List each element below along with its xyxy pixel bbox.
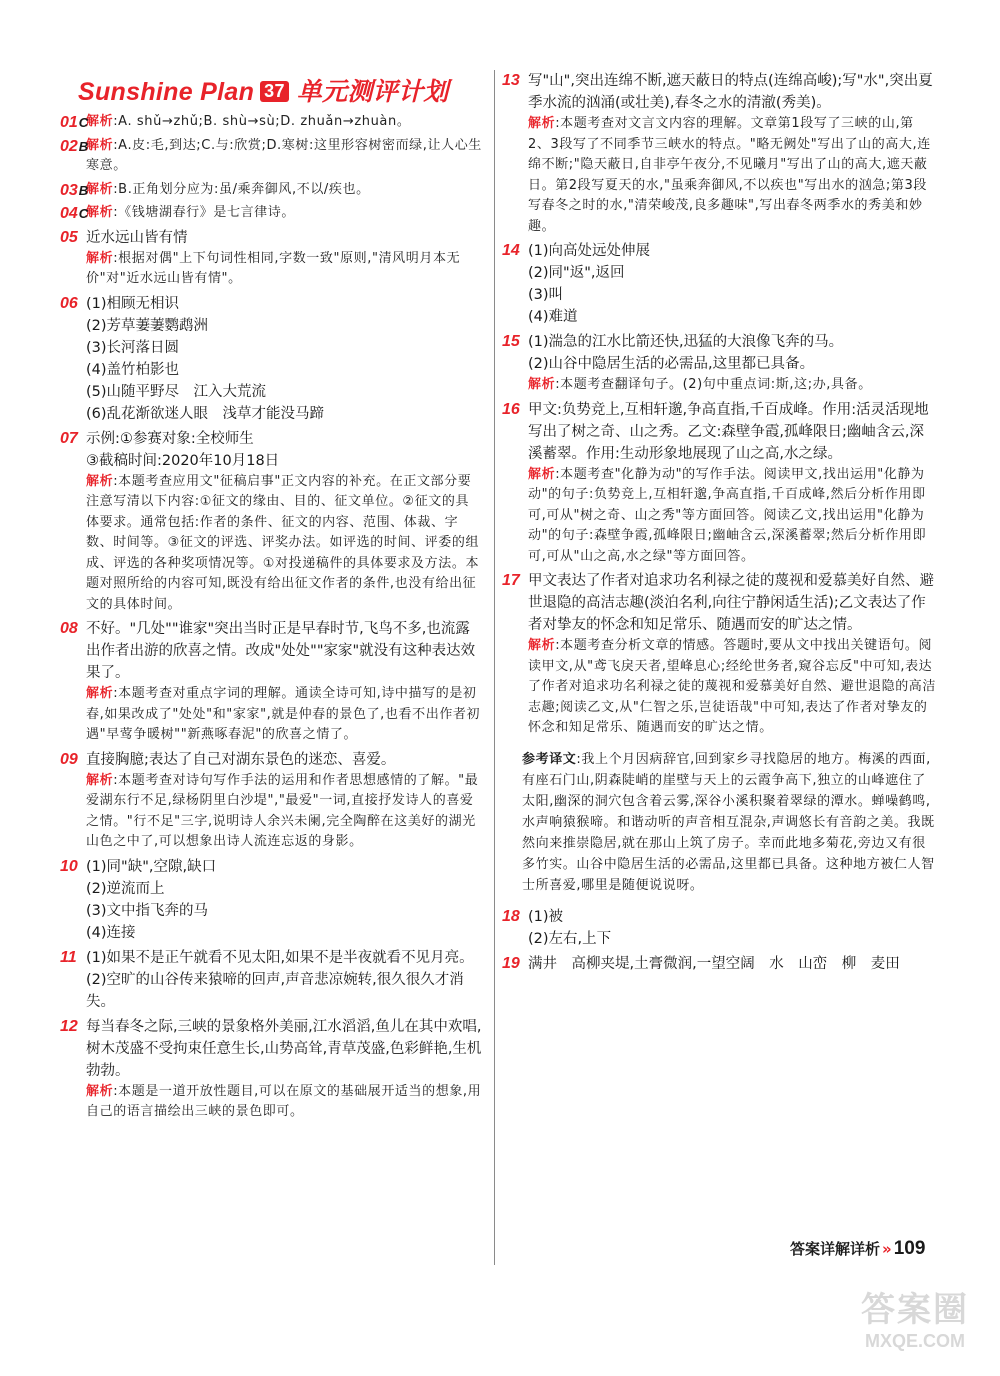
explanation-text: :本题考查应用文"征稿启事"正文内容的补充。在正文部分要注意写清以下内容:①征文的缘由、目的、征文单位。②征文的具体要求。通常包括:作者的条件、征文的内容、范围、体裁、字数、时间等。③征文的评选、评奖办法。如评选的时间、评委的组成、评选的各种奖项情况等。①对投递稿件的具体要求及方法。本题对照所给的内容可知,既没有给出征文作者的条件,也没有给出征文的具体时间。 [86, 473, 480, 612]
explanation-label: 解析 [528, 377, 556, 392]
choice-answer: B [78, 138, 89, 154]
explanation-label: 解析 [86, 137, 114, 153]
question-number [502, 399, 520, 421]
answer-line: (3)叫 [528, 287, 564, 303]
question-number [60, 856, 78, 878]
explanation-text: :A. shǔ→zhǔ;B. shù→sù;D. zhuǎn→zhuàn。 [113, 114, 411, 129]
question-number-text: 08 [60, 620, 78, 637]
answer-item [502, 570, 937, 739]
question-number-text: 12 [60, 1017, 78, 1035]
choice-answer: C [78, 115, 89, 130]
answer-line: (1)被 [528, 908, 564, 925]
explanation [86, 112, 482, 133]
answer-line: ③截稿时间:2020年10月18日 [86, 452, 280, 469]
explanation [86, 180, 482, 201]
answer-line: (6)乱花渐欲迷人眼 浅草才能没马蹄 [86, 405, 325, 422]
answer-item [60, 227, 482, 290]
explanation [528, 636, 936, 739]
answer-item [60, 180, 482, 201]
answer-line: 近水远山皆有情 [86, 229, 188, 246]
explanation-label: 解析 [86, 1083, 114, 1099]
question-number [60, 180, 88, 202]
answer-line: (4)连接 [86, 924, 136, 941]
answer-line: (1)湍急的江水比箭还快,迅猛的大浪像飞奔的马。 [528, 334, 844, 350]
question-number-text: 05 [60, 228, 78, 246]
reference-translation [522, 749, 936, 896]
page-number: 109 [893, 1238, 926, 1259]
explanation-text: :本题是一道开放性题目,可以在原文的基础展开适当的想象,用自己的语言描绘出三峡的景色即可。 [86, 1083, 482, 1119]
answer-item [502, 70, 936, 237]
question-number-text: 02 [60, 137, 78, 155]
answer-line: 写"山",突出连绵不断,遮天蔽日的特点(连绵高峻);写"水",突出夏季水流的汹涌(或壮美),春冬之水的清澈(秀美)。 [528, 73, 933, 111]
answer-item [60, 856, 482, 944]
watermark [840, 1290, 990, 1362]
answer-line: (4)难道 [528, 309, 578, 325]
explanation-text: :本题考查对重点字词的理解。通读全诗可知,诗中描写的是初春,如果改成了"处处"和"家家",就是仲春的景色了,也看不出作者初遇"早莺争暖树""新燕啄春泥"的欣喜之情了。 [86, 686, 481, 742]
answer-item [60, 618, 482, 746]
question-number-text: 10 [60, 857, 78, 875]
explanation-text: :本题考查"化静为动"的写作手法。阅读甲文,找出运用"化静为动"的句子:负势竞上,互相轩邈,争高直指,千百成峰,然后分析作用即可,可从"树之奇、山之秀"等方面回答。阅读乙文,找出运用"化静为动"的句子:森壁争霞,孤峰限日;幽岫含云,深溪蓄翠;然后分析作用即可,可从"山之高,水之绿"等方面回答。 [528, 466, 927, 564]
answer-line: (5)山随平野尽 江入大荒流 [86, 383, 267, 400]
question-number [502, 70, 520, 92]
question-number [60, 136, 88, 158]
explanation-text: :本题考查对诗句写作手法的运用和作者思想感情的了解。"最爱湖东行不足,绿杨阴里白沙堤","最爱"一词,直接抒发诗人的喜爱之情。"行不足"三字,说明诗人余兴未阑,完全陶醉在这美好的湖光山色之中了,可以想象出诗人流连忘返的身影。 [86, 772, 479, 849]
explanation-label: 解析 [528, 638, 556, 653]
answer-line: (2)空旷的山谷传来猿啼的回声,声音悲凉婉转,很久很久才消失。 [86, 971, 464, 1010]
question-number-text: 14 [502, 242, 520, 259]
question-number-text: 09 [60, 750, 78, 768]
explanation-text: :B.正角划分应为:虽/乘奔御风,不以/疾也。 [113, 181, 370, 197]
explanation [86, 684, 482, 746]
answer-line: 每当春冬之际,三峡的景象格外美丽,江水滔滔,鱼儿在其中欢唱,树木茂盛不受拘束任意生长,山势高耸,青草茂盛,色彩鲜艳,生机勃勃。 [86, 1018, 482, 1079]
unit-badge: 37 [260, 81, 289, 102]
answer-line: (4)盖竹柏影也 [86, 361, 180, 378]
answer-line: (1)同"缺",空隙,缺口 [86, 858, 217, 875]
answer-item [60, 203, 482, 224]
explanation-text: :根据对偶"上下句词性相同,字数一致"原则,"清风明月本无价"对"近水远山皆有情"。 [86, 250, 461, 286]
explanation-text: :A.皮:毛,到达;C.与:欣赏;D.寒树:这里形容树密而绿,让人心生寒意。 [86, 137, 482, 173]
question-number-text: 04 [60, 205, 78, 222]
question-number-text: 03 [60, 181, 78, 199]
answer-line: (2)左右,上下 [528, 930, 612, 947]
footer-label: 答案详解详析 [790, 1240, 881, 1258]
answer-line: 不好。"几处""谁家"突出当时正是早春时节,飞鸟不多,也流露出作者出游的欣喜之情。改成"处处""家家"就没有这种表达效果了。 [86, 621, 476, 681]
explanation-label: 解析 [86, 181, 114, 197]
question-number-text: 11 [60, 948, 77, 966]
page-title [78, 72, 478, 108]
question-number [60, 203, 88, 225]
watermark-site: MXQE.COM [864, 1331, 965, 1351]
answer-item [502, 399, 936, 568]
question-number-text: 06 [60, 294, 78, 312]
answer-line: (2)逆流而上 [86, 880, 165, 897]
reference-text: :我上个月因病辞官,回到家乡寻找隐居的地方。梅溪的西面,有座石门山,阴森陡峭的崖壁与天上的云霞争高下,独立的山峰遮住了太阳,幽深的洞穴包含着云雾,深谷小溪积聚着翠绿的潭水。蝉噪鹤鸣,水声响猿猴啼。和谐动听的声音相互混杂,声调悠长有音韵之美。我既然向来推崇隐居,就在那山上筑了房子。幸而此地多菊花,旁边又有很多竹实。山谷中隐居生活的必需品,这里都已具备。这种地方被仁人智士所喜爱,哪里是随便说说呀。 [522, 751, 935, 893]
explanation [86, 771, 482, 853]
answer-line: 直接胸臆;表达了自己对湖东景色的迷恋、喜爱。 [86, 751, 396, 768]
question-number-text: 16 [502, 400, 520, 418]
explanation-label: 解析 [86, 250, 114, 266]
question-number [60, 1016, 78, 1038]
question-number [502, 240, 520, 262]
right-column [502, 70, 937, 978]
answer-line: 示例:①参赛对象:全校师生 [86, 430, 254, 447]
answer-line: (1)向高处远处伸展 [528, 243, 651, 259]
question-number [60, 749, 78, 771]
question-number [60, 618, 78, 640]
answer-line: (2)同"返",返回 [528, 265, 625, 281]
answer-item [502, 240, 936, 328]
brand-text: Sunshine Plan [78, 78, 255, 106]
answer-line: (3)长河落日圆 [86, 339, 180, 356]
answer-item [502, 906, 936, 950]
question-number [502, 906, 520, 928]
question-number-text: 01 [60, 114, 78, 131]
watermark-logo: 答案圈 [861, 1291, 969, 1329]
answer-item [60, 136, 482, 177]
question-number-text: 15 [502, 333, 520, 350]
double-chevron-icon: » [882, 1240, 892, 1258]
answer-item [60, 428, 482, 616]
question-number-text: 18 [502, 907, 520, 925]
footer [790, 1238, 925, 1260]
explanation-label: 解析 [528, 116, 556, 131]
explanation-label: 解析 [86, 114, 114, 129]
explanation-label: 解析 [86, 205, 114, 220]
explanation-text: :本题考查翻译句子。(2)句中重点词:斯,这;办,具备。 [555, 377, 872, 392]
explanation [528, 114, 936, 237]
answer-line: (2)山谷中隐居生活的必需品,这里都已具备。 [528, 356, 815, 372]
answer-line: 满井 高柳夹堤,土膏微润,一望空阔 水 山峦 柳 麦田 [528, 955, 900, 972]
question-number [60, 293, 78, 315]
left-column [60, 112, 482, 1126]
explanation-label: 解析 [528, 466, 556, 482]
explanation-label: 解析 [86, 686, 114, 701]
answer-line: 甲文:负势竞上,互相轩邈,争高直指,千百成峰。作用:活灵活现地写出了树之奇、山之秀。乙文:森壁争霞,孤峰限日;幽岫含云,深溪蓄翠。作用:生动形象地展现了山之高,水之绿。 [528, 401, 929, 462]
question-number [60, 112, 88, 134]
choice-answer: C [78, 206, 89, 221]
explanation [528, 465, 936, 568]
answer-item [502, 953, 936, 975]
reference-label: 参考译文 [522, 751, 577, 767]
explanation [86, 249, 482, 290]
question-number [502, 331, 520, 353]
answer-item [60, 112, 482, 133]
answer-line: (1)相顾无相识 [86, 295, 180, 312]
question-number-text: 19 [502, 954, 520, 972]
question-number [60, 947, 77, 969]
answer-line: (1)如果不是正午就看不见太阳,如果不是半夜就看不见月亮。 [86, 949, 474, 966]
column-divider [494, 70, 495, 1265]
question-number [60, 227, 78, 249]
question-number-text: 13 [502, 72, 520, 89]
explanation-text: :《钱塘湖春行》是七言律诗。 [113, 205, 295, 220]
choice-answer: B [78, 182, 89, 198]
question-number [502, 570, 520, 592]
explanation [86, 1082, 482, 1123]
answer-line: (3)文中指飞奔的马 [86, 902, 209, 919]
answer-item [502, 331, 936, 396]
question-number-text: 07 [60, 429, 78, 447]
explanation-label: 解析 [86, 473, 114, 489]
answer-line: (2)芳草萋萋鹦鹉洲 [86, 317, 209, 334]
question-number-text: 17 [502, 572, 520, 589]
question-number [502, 953, 520, 975]
answer-line: 甲文表达了作者对追求功名利禄之徒的蔑视和爱慕美好自然、避世退隐的高洁志趣(淡泊名利,向往宁静闲适生活);乙文表达了作者对挚友的怀念和知足常乐、随遇而安的旷达之情。 [528, 573, 934, 633]
explanation [86, 472, 482, 616]
explanation-label: 解析 [86, 772, 114, 788]
answer-item [60, 749, 482, 853]
answer-item [60, 947, 482, 1013]
answer-item [60, 293, 482, 425]
explanation-text: :本题考查分析文章的情感。答题时,要从文中找出关键语句。阅读甲文,从"鸢飞戾天者,望峰息心;经纶世务者,窥谷忘反"中可知,表达了作者对追求功名利禄之徒的蔑视和爱慕美好自然、避世退隐的高洁志趣;阅读乙文,从"仁智之乐,岂徒语哉"中可知,表达了作者对挚友的怀念和知足常乐、随遇而安的旷达之情。 [528, 638, 937, 735]
explanation [86, 203, 482, 224]
question-number [60, 428, 78, 450]
answer-item [60, 1016, 482, 1123]
explanation [528, 375, 936, 396]
explanation [86, 136, 482, 177]
title-subtitle: 单元测评计划 [296, 78, 449, 106]
explanation-text: :本题考查对文言文内容的理解。文章第1段写了三峡的山,第2、3段写了不同季节三峡水的特点。"略无阙处"写出了山的高大,连绵不断;"隐天蔽日,自非亭午夜分,不见曦月"写出了山的高大,遮天蔽日。第2段写夏天的水,"虽乘奔御风,不以疾也"写出水的汹急;第3段写春冬之时的水,"清荣峻茂,良多趣味",写出春冬两季水的秀美和妙趣。 [528, 116, 931, 234]
